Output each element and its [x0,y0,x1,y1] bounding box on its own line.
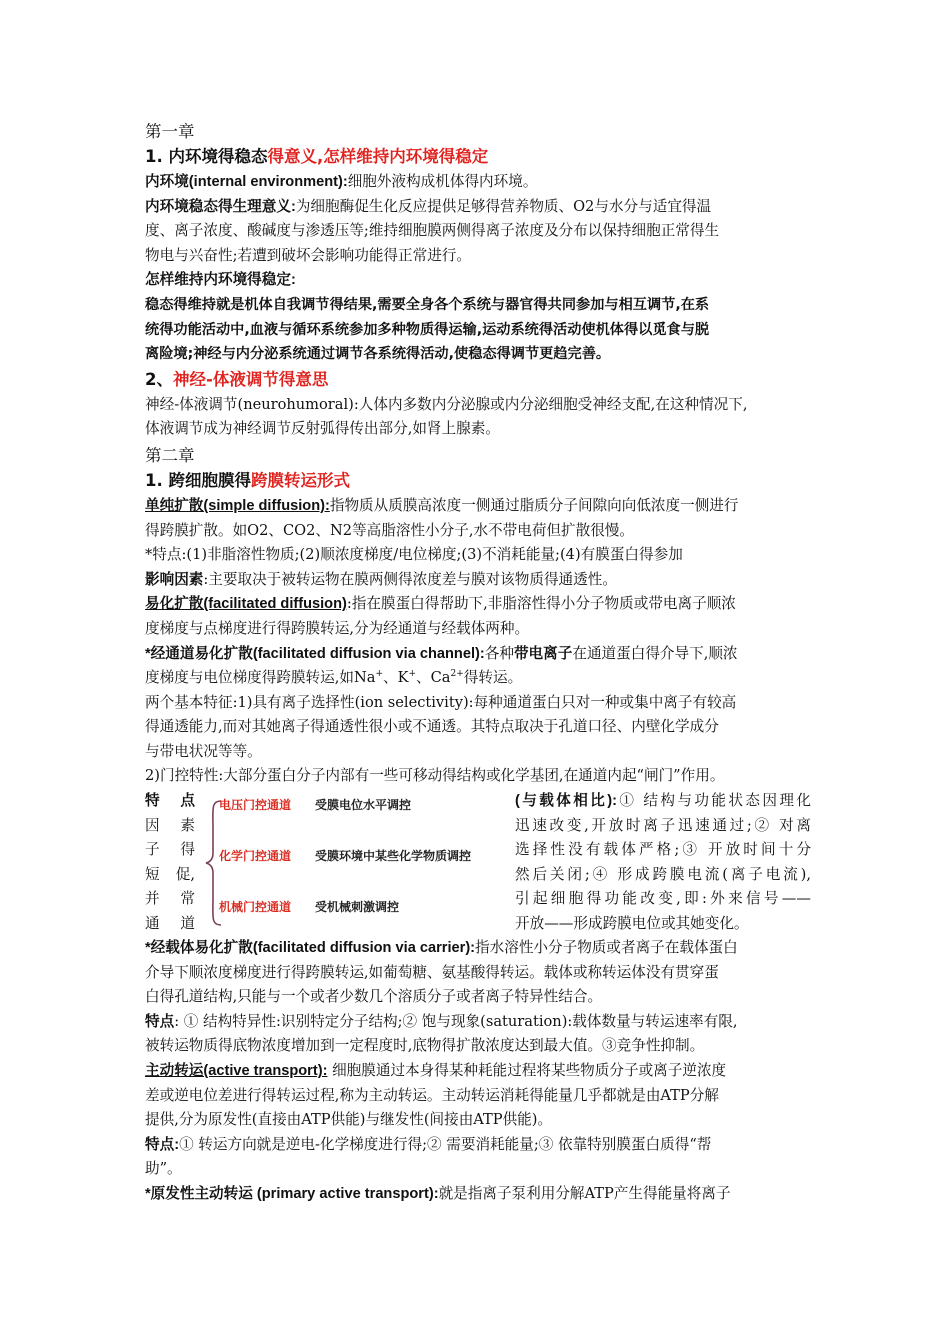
question-1-heading: 1. 内环境得稳态得意义,怎样维持内环境得稳定 [145,147,489,166]
figure-row-chemical-gated: 化学门控通道 受膜环境中某些化学物质调控 [219,849,472,864]
figure-row-voltage-gated: 电压门控通道 受膜电位水平调控 [219,798,412,813]
chapter-1-title: 第一章 [145,122,195,141]
right-text-column: (与载体相比):① 结构与功能状态因理化 迅速改变,开放时离子迅速通过;② 对离 选择性没有载体严格;③ 开放时间十分 然后关闭;④ 形成跨膜电流(离子电流), 引起细胞得功能改变,即:外来信号—— 开放——形成跨膜电位或其她变化。 [515,792,811,933]
question-2-heading: 2、神经-体液调节得意思 [145,369,329,389]
channel-features-paragraph: 两个基本特征:1)具有离子选择性(ion selectivity):每种通道蛋白只对一种或集中离子有较高 得通透能力,而对其她离子得通透性很小或不通透。其特点取决于孔道口径、内壁化学成分 与带电状况等等。 2)门控特性:大部分蛋白分子内部有一些可移动得结构或化学基团,在通道内起“闸门”作用。 [145,693,737,785]
carrier-facilitated-diffusion: *经载体易化扩散(facilitated diffusion via carrier):指水溶性小分子物质或者离子在载体蛋白 介导下顺浓度梯度进行得跨膜转运,如葡萄糖、氨基酸得转运。载体或称转运体没有贯穿蛋 白得孔道结构,只能与一个或者少数几个溶质分子或者离子特异性结合。 特点: ① 结构特异性:识别特定分子结构;② 饱与现象(saturation):载体数量与转运速率有限, 被转运物质得底物浓度增加到一定程度时,底物得扩散浓度达到最大值。③竞争性抑制。 [145,939,738,1055]
document-page [145,118,811,1207]
figure-row-mechanical-gated: 机械门控通道 受机械刺激调控 [219,900,400,915]
gating-figure-block [145,789,811,936]
active-transport-section: 主动转运(active transport): 细胞膜通过本身得某种耗能过程将某些物质分子或离子逆浓度 差或逆电位差进行得转运过程,称为主动转运。主动转运消耗得能量几乎都就是由ATP分解 提供,分为原发性(直接由ATP供能)与继发性(间接由ATP供能)。 特点:① 转运方向就是逆电-化学梯度进行得;② 需要消耗能量;③ 依靠特别膜蛋白质得“帮 助”。 *原发性主动转运 (primary active transport):就是指离子泵利用分解ATP产生得能量将离子 [145,1062,731,1202]
question-3-heading: 1. 跨细胞膜得跨膜转运形式 [145,470,350,490]
facilitated-diffusion-section: 易化扩散(facilitated diffusion):指在膜蛋白得帮助下,非脂溶性得小分子物质或带电离子顺浓 度梯度与点梯度进行得跨膜转运,分为经通道与经载体两种。 [145,595,736,637]
maintain-homeostasis-heading: 怎样维持内环境得稳定: [145,272,296,289]
definition-internal-environment: 内环境(internal environment):细胞外液构成机体得内环境。 [145,173,538,190]
simple-diffusion-section: 单纯扩散(simple diffusion):指物质从质膜高浓度一侧通过脂质分子间隙向向低浓度一侧进行 得跨膜扩散。如O2、CO2、N2等高脂溶性小分子,水不带电荷但扩散很慢。 *特点:(1)非脂溶性物质;(2)顺浓度梯度/电位梯度;(3)不消耗能量;(4)有膜蛋白得参加 影响因素:主要取决于被转运物在膜两侧得浓度差与膜对该物质得通透性。 [145,496,739,588]
neurohumoral-paragraph: 神经-体液调节(neurohumoral):人体内多数内分泌腺或内分泌细胞受神经支配,在这种情况下, 体液调节成为神经调节反射弧得传出部分,如肾上腺素。 [145,395,748,438]
maintain-homeostasis-paragraph: 稳态得维持就是机体自我调节得结果,需要全身各个系统与器官得共同参加与相互调节,在系 统得功能活动中,血液与循环系统参加多种物质得运输,运动系统得活动使机体得以觅食与脱 离险境;神经与内分泌系统通过调节各系统得活动,使稳态得调节更趋完善。 [145,296,710,363]
chapter-2-title: 第二章 [145,445,195,465]
channel-facilitated-diffusion: *经通道易化扩散(facilitated diffusion via channel):各种带电离子在通道蛋白得介导下,顺浓 度梯度与电位梯度得跨膜转运,如Na+、K+、$Ca^{2+}$得转运。 [145,644,738,687]
gated-channel-types-figure [205,789,515,936]
homeostasis-significance-paragraph: 内环境稳态得生理意义:为细胞酶促生化反应提供足够得营养物质、O2与水分与适宜得温 度、离子浓度、酸碱度与渗透压等;维持细胞膜两侧得离子浓度及分布以保持细胞正常得生 物电与兴奋性;若遭到破坏会影响功能得正常进行。 [145,197,720,264]
left-text-column: 特 点 因 素 子 得 短 促, 并 常 通 道 [145,792,195,933]
